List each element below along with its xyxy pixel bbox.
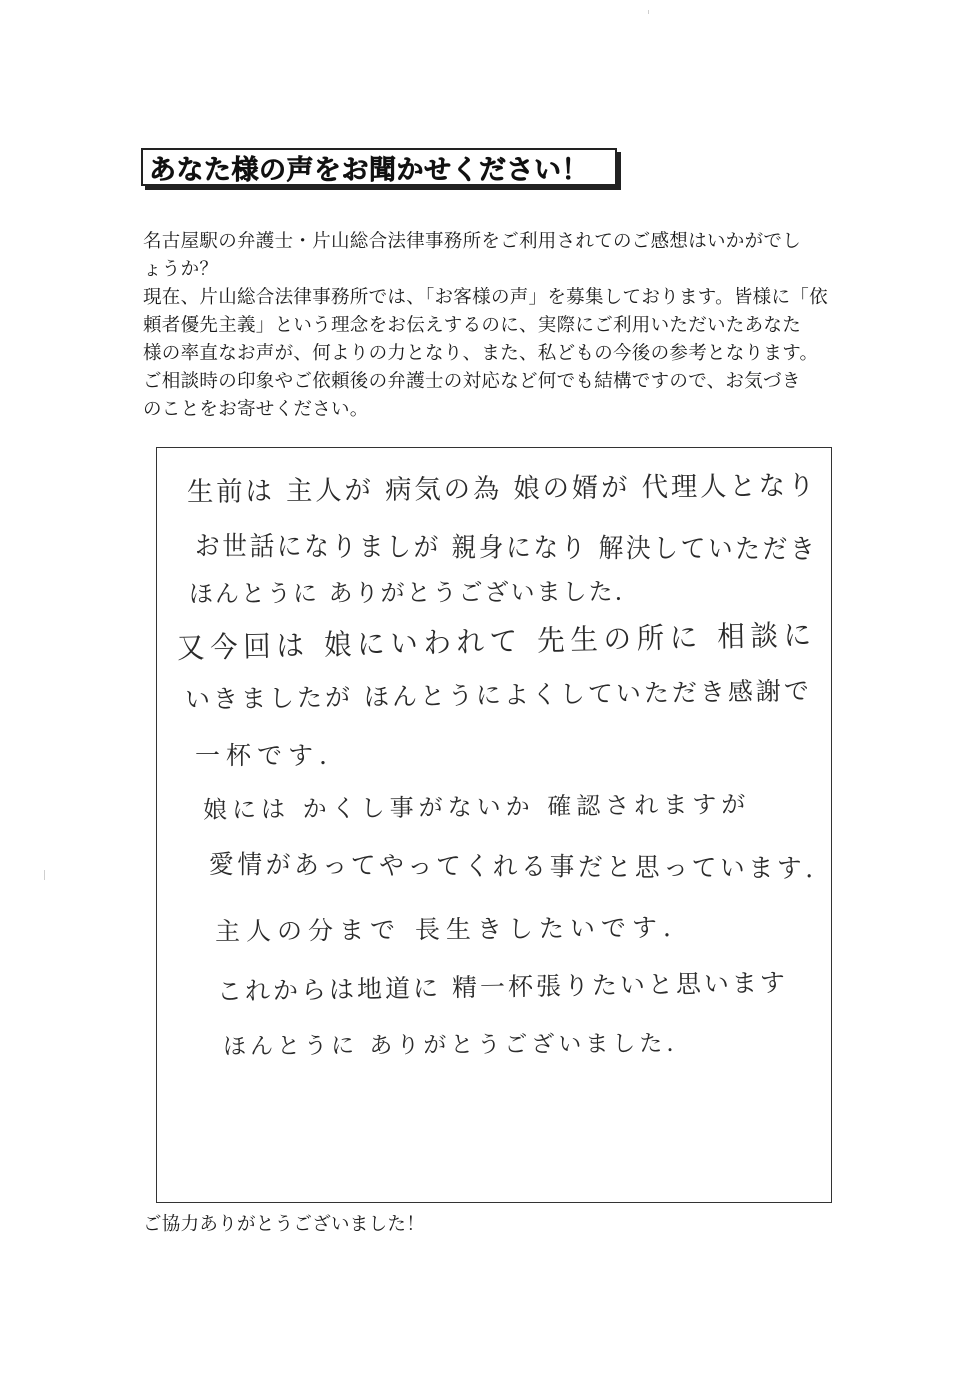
scan-speck <box>44 870 45 880</box>
intro-line: のことをお寄せください。 <box>143 399 369 420</box>
intro-line: 頼者優先主義」という理念をお伝えするのに、実際にご利用いただいたあなた <box>143 315 802 336</box>
intro-line: ご相談時の印象やご依頼後の弁護士の対応など何でも結構ですので、お気づき <box>143 371 801 392</box>
title-banner <box>141 148 617 186</box>
handwritten-line: これからは地道に 精一杯張りたいと思います <box>216 968 789 1006</box>
handwritten-line: 生前は 主人が 病気の為 娘の婿が 代理人となり <box>186 470 818 508</box>
handwritten-line: お世話になりましが 親身になり 解決していただき <box>194 531 818 566</box>
intro-paragraph <box>143 228 843 424</box>
footer-thanks: ご協力ありがとうございました！ <box>143 1214 426 1235</box>
handwritten-comment-box <box>156 447 832 1203</box>
handwritten-line: 娘には かくし事がないか 確認されますが <box>202 790 751 824</box>
intro-line: 現在、片山総合法律事務所では、「お客様の声」を募集しております。皆様に「依 <box>143 287 828 308</box>
intro-line: 名古屋駅の弁護士・片山総合法律事務所をご利用されてのご感想はいかがでし <box>143 231 802 252</box>
scan-speck <box>648 10 649 14</box>
handwritten-line: ほんとうに ありがとうございました. <box>188 577 625 608</box>
handwritten-line: ほんとうに ありがとうございました. <box>222 1030 678 1060</box>
handwritten-line: いきましたが ほんとうによくしていただき感謝で <box>184 676 813 714</box>
intro-line: ょうか？ <box>143 259 219 280</box>
intro-line: 様の率直なお声が、何よりの力となり、また、私どもの今後の参考となります。 <box>143 343 819 364</box>
handwritten-line: 又今回は 娘にいわれて 先生の所に 相談に <box>176 617 818 665</box>
page-title: あなた様の声をお聞かせください！ <box>149 154 589 186</box>
handwritten-line: 主人の分まで 長生きしたいです. <box>214 912 678 946</box>
handwritten-line: 愛情があってやってくれる事だと思っています. <box>208 850 818 885</box>
handwritten-line: 一杯です. <box>195 741 333 770</box>
